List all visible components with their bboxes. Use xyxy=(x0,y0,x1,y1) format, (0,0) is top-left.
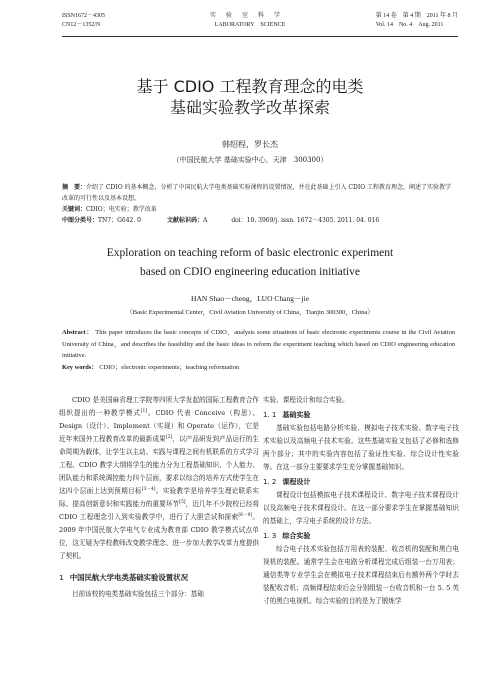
section-title: 中国民航大学电类基础实验设置状况 xyxy=(69,573,188,582)
affiliation: （中国民航大学 基础实验中心，天津 300300） xyxy=(172,156,328,164)
keywords-zh-label: 关键词： xyxy=(62,206,87,213)
subsection-1-3-heading xyxy=(263,530,459,543)
citation: [1] xyxy=(140,408,148,414)
english-abstract-text xyxy=(62,327,455,362)
doc-code-value: A xyxy=(202,217,208,224)
cn-number: CN12－1352/N xyxy=(62,22,101,28)
authors: 韩绍程，罗长杰 xyxy=(222,140,278,149)
doi: doi：10. 3969/j. issn. 1672－4305. 2011. 04. 016 xyxy=(231,217,380,224)
english-keywords-value: CDIO；electronic experiments；teaching reformation xyxy=(99,363,240,371)
clc-label: 中图分类号： xyxy=(62,217,99,224)
subsection-1-1-paragraph: 基础实验包括电路分析实验、模拟电子技术实验、数字电子技术实验以及高频电子技术实验。这些基础实验又包括了必修和选修两个部分；其中的实验内容包括了验证性实验、综合设计性实验等。在这一部分主要要求学生充分掌握基础知识。 xyxy=(263,424,459,471)
intro-text-2: 。CDIO 代表 Conceive（构思）、Design（设计）、Implement（实现）和 Operate（运作），它是近年来国外工程教育改革的最新成果 xyxy=(59,409,260,443)
english-authors: HAN Shao－cheng，LUO Chang－jie xyxy=(191,294,309,303)
keywords-zh xyxy=(62,204,454,215)
header-right xyxy=(376,12,458,30)
classification-line xyxy=(62,215,454,226)
section-1-paragraph: 目前该校的电类基础实验包括三个部分：基础 xyxy=(72,590,204,598)
subsection-title: 课程设计 xyxy=(282,478,311,486)
citation: [2] xyxy=(165,434,173,440)
english-title-line-2: based on CDIO engineering education initiative xyxy=(139,266,361,278)
clc-value: TN7；G642. 0 xyxy=(98,217,141,224)
title-line-1: 基于 CDIO 工程教育理念的电类 xyxy=(136,77,364,96)
continued-paragraph: 实验、课程设计和综合实验。 xyxy=(263,396,349,404)
journal-header xyxy=(0,0,500,44)
subsection-1-2-paragraph: 课程设计包括模拟电子技术课程设计、数字电子技术课程设计以及高频电子技术课程设计。在这一部分要求学生在掌握基础知识的基础上，学习电子系统的设计方法。 xyxy=(263,491,459,525)
section-number: 1 xyxy=(59,573,64,582)
english-abstract-label: Abstract： xyxy=(62,329,94,336)
journal-name-zh: 实验室科学 xyxy=(209,13,290,19)
abstract-zh-label: 摘 要： xyxy=(62,184,87,191)
abstract-zh-body: 介绍了 CDIO 的基本概念，分析了中国民航大学电类基础实验课程的设置情况，并在此基础上引入 CDIO 工程教育理念，阐述了实验教学改革的可行性以及基本设想。 xyxy=(62,184,452,202)
subsection-number: 1. 3 xyxy=(263,532,277,540)
english-abstract xyxy=(62,327,455,373)
english-keywords-label: Key words： xyxy=(62,363,98,371)
abstract-zh xyxy=(62,182,454,226)
body-right-column xyxy=(263,394,459,608)
section-1-heading xyxy=(59,571,259,584)
intro-text-4: 。实验教学是培养学生理论联系实际、提高创新意识和实践能力的重要环节 xyxy=(59,487,260,508)
issue-zh: 第 14 卷 第 4 期 2011 年 8 月 xyxy=(375,13,458,19)
english-abstract-body: This paper introduces the basic concepts of CDIO，analysis some situations of basic electronic experiments course in the Civil Aviation University of China，and describes the feasibility and the basic ideas to reform the experiment teaching which based on CDIO engineering education initiative. xyxy=(62,329,456,359)
title-line-2: 基础实验教学改革探索 xyxy=(169,98,330,117)
intro-paragraph xyxy=(59,394,259,563)
intro-text-1: CDIO 是美国麻省理工学院等四所大学发起的国际工程教育合作组织提出的一种教学模式 xyxy=(59,396,259,417)
journal-name-en: LABORATORY SCIENCE xyxy=(214,22,286,28)
citation: [3－4] xyxy=(141,486,156,492)
doc-code-label: 文献标识码： xyxy=(166,217,203,224)
subsection-1-2-heading xyxy=(263,476,459,489)
subsection-title: 基础实验 xyxy=(282,411,311,419)
issn: ISSN1672－4305 xyxy=(62,13,106,19)
english-title xyxy=(0,244,500,282)
subsection-title: 综合实验 xyxy=(282,532,311,540)
header-rule xyxy=(62,36,458,37)
subsection-1-3-paragraph: 综合电子技术实验包括万用表的装配、收音机的装配和黑白电视机的装配。通常学生会在电路分析课程完成后组装一台万用表；通信类等专业学生会在模拟电子技术课程结束后有额外两个学时去装配收音机；高频课程结束后会分别组装一台收音机和一台 5. 5 英寸的黑白电视机。综合实验的目的是为了锻炼学 xyxy=(263,545,459,605)
subsection-1-1-heading xyxy=(263,409,459,422)
english-title-line-1: Exploration on teaching reform of basic electronic experiment xyxy=(106,247,394,259)
citation: [5] xyxy=(179,499,186,505)
subsection-number: 1. 1 xyxy=(263,411,277,419)
keywords-zh-value: CDIO；电实验；教学改革 xyxy=(86,206,157,213)
intro-text-6: 。2009 年中国民航大学电气专业成为教育部 CDIO 教学模式试点单位，这无疑为学校教师改变教学理念、进一步加大教学改革力度提供了契机。 xyxy=(59,513,260,560)
paper-title xyxy=(0,76,500,118)
body-left-column xyxy=(59,394,259,601)
abstract-zh-text xyxy=(62,182,454,204)
intro-text-5: ，近几年不少院校已经将 CDIO 工程理念引入到实验教学中，进行了大胆尝试和探索 xyxy=(59,500,260,521)
english-keywords xyxy=(62,362,455,374)
subsection-number: 1. 2 xyxy=(263,478,277,486)
issue-en: Vol. 14 No. 4 Aug. 2011 xyxy=(375,22,444,28)
english-affiliation: （Basic Experimental Center，Civil Aviation University of China，Tianjin 300300，China） xyxy=(126,309,374,316)
citation: [6－9] xyxy=(238,512,253,518)
intro-text-3: ，以产品研发到产品运行的生命周期为载体，让学生以主动、实践与课程之间有机联系的方式学习工程。CDIO 教学大纲将学生的能力分为工程基础知识、个人能力、团队能力和系统调控能力四个层面，要求以综合的培养方式使学生在这四个层面上达到预期目标 xyxy=(59,435,260,495)
